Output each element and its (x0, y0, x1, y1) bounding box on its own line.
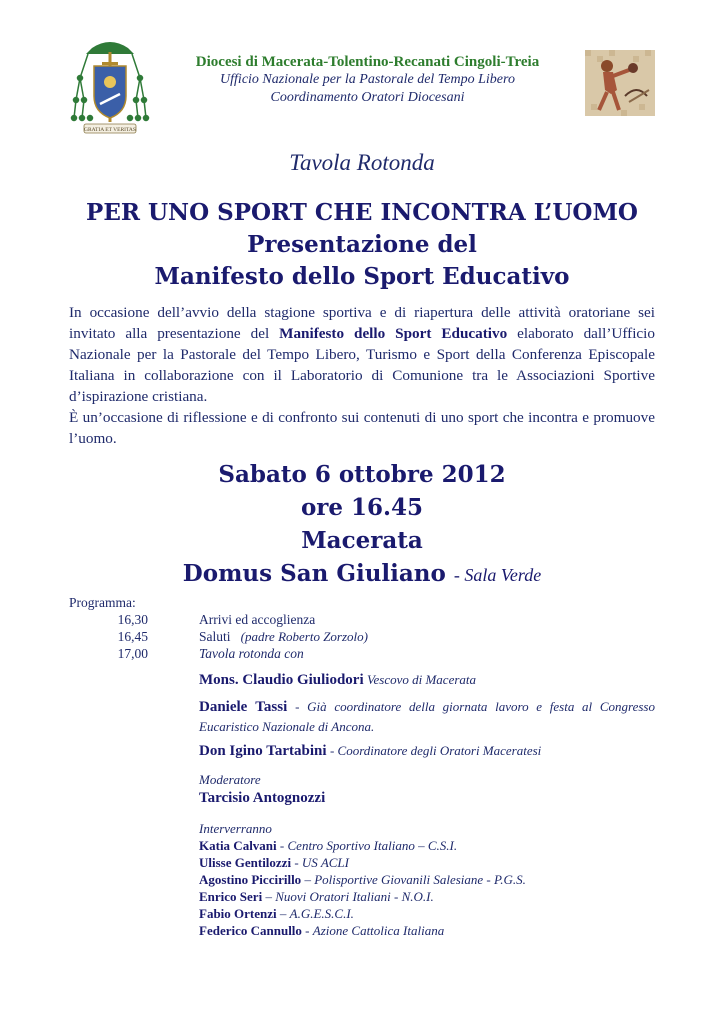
speaker-5-name: Fabio Ortenzi (199, 906, 277, 921)
programme-item-1: Arrivi ed accoglienza (199, 612, 316, 627)
coordination-name: Coordinamento Oratori Diocesani (270, 90, 465, 105)
intro-text-2: elaborato dall’Ufficio Nazionale per la Pastorale del Tempo Libero, Turismo e Sport della Conferenza Episcopale Italiana in collaborazione con il Laboratorio di Comunione tra le Associazioni Sportive d’ispirazione cristiana. (69, 325, 655, 405)
moderator-label: Moderatore (199, 772, 261, 787)
event-date: Sabato 6 ottobre 2012 (218, 461, 506, 488)
intro-text-3: È un’occasione di riflessione e di confronto sui contenuti di uno sport che incontra e promuove l’uomo. (69, 409, 655, 447)
guest-2-name: Daniele Tassi (199, 699, 288, 715)
event-type-heading: Tavola Rotonda (289, 150, 435, 175)
guest-3-name: Don Igino Tartabini (199, 743, 327, 759)
programme-item-3: Tavola rotonda con (199, 646, 304, 661)
intro-text-1: In occasione dell’avvio della stagione sportiva e di riapertura delle attività oratoriane sei invitato alla presentazione del (69, 304, 655, 342)
event-room: - Sala Verde (453, 565, 542, 585)
speaker-4-org: Nuovi Oratori Italiani - N.O.I. (275, 889, 434, 904)
speaker-6-org: Azione Cattolica Italiana (312, 923, 445, 938)
guest-2 (199, 697, 655, 736)
event-city: Macerata (301, 527, 423, 554)
programme-time-2: 16,45 (117, 629, 148, 644)
speaker-2-org: US ACLI (301, 855, 349, 870)
main-title (0, 197, 724, 293)
programme-time-3: 17,00 (117, 646, 148, 661)
title-line-1: PER UNO SPORT CHE INCONTRA L’UOMO (86, 199, 638, 226)
diocese-name: Diocesi di Macerata-Tolentino-Recanati Cingoli-Treia (195, 54, 540, 70)
title-line-3: Manifesto dello Sport Educativo (154, 263, 570, 290)
moderator-name: Tarcisio Antognozzi (199, 790, 326, 806)
event-venue: Domus San Giuliano (182, 560, 446, 587)
programme-item-2-text: Saluti (199, 629, 231, 644)
speaker-1-sep: - (276, 838, 288, 853)
speaker-2-name: Ulisse Gentilozzi (199, 855, 292, 870)
guest-3-role: - Coordinatore degli Oratori Maceratesi (329, 743, 542, 758)
programme-time-1: 16,30 (117, 612, 148, 627)
title-line-2: Presentazione del (247, 231, 477, 258)
programme-item-2 (199, 628, 368, 646)
speaker-row (199, 906, 354, 923)
speaker-3-sep: – (301, 872, 315, 887)
crest-motto: GRATIA ET VERITAS (84, 127, 136, 133)
speaker-6-sep: - (301, 923, 313, 938)
event-time: ore 16.45 (300, 494, 424, 521)
speaker-5-sep: – (276, 906, 290, 921)
speaker-5-org: A.G.E.S.C.I. (289, 906, 354, 921)
speaker-4-name: Enrico Seri (199, 889, 263, 904)
speaker-2-sep: - (291, 855, 302, 870)
speaker-4-sep: – (262, 889, 276, 904)
speaker-3-name: Agostino Piccirillo (199, 872, 302, 887)
intro-paragraph (69, 302, 655, 449)
programme-label: Programma: (69, 595, 136, 610)
event-details (0, 458, 724, 592)
guest-3 (199, 741, 655, 761)
speaker-row (199, 889, 434, 906)
speaker-3-org: Polisportive Giovanili Salesiane - P.G.S. (314, 872, 526, 887)
intro-manifesto-bold: Manifesto dello Sport Educativo (279, 325, 508, 342)
guest-1-name: Mons. Claudio Giuliodori (199, 672, 364, 688)
speaker-6-name: Federico Cannullo (199, 923, 302, 938)
speakers-label: Interverranno (199, 821, 272, 836)
speaker-row (199, 923, 444, 940)
speaker-row (199, 838, 457, 855)
programme-item-2-note: (padre Roberto Zorzolo) (240, 629, 368, 644)
header-block (150, 53, 585, 107)
office-name: Ufficio Nazionale per la Pastorale del Tempo Libero (220, 72, 515, 87)
speaker-row (199, 872, 526, 889)
guest-1 (199, 670, 655, 690)
guest-1-role: Vescovo di Macerata (367, 672, 477, 687)
event-venue-line (0, 557, 724, 592)
speaker-1-org: Centro Sportivo Italiano – C.S.I. (287, 838, 458, 853)
speaker-row (199, 855, 349, 872)
bishop-crest-logo (70, 38, 150, 138)
guest-2-role: - Già coordinatore della giornata lavoro e festa al Congresso Eucaristico Nazionale di Ancona. (199, 699, 655, 734)
mosaic-athlete-image (585, 50, 655, 116)
speaker-1-name: Katia Calvani (199, 838, 277, 853)
